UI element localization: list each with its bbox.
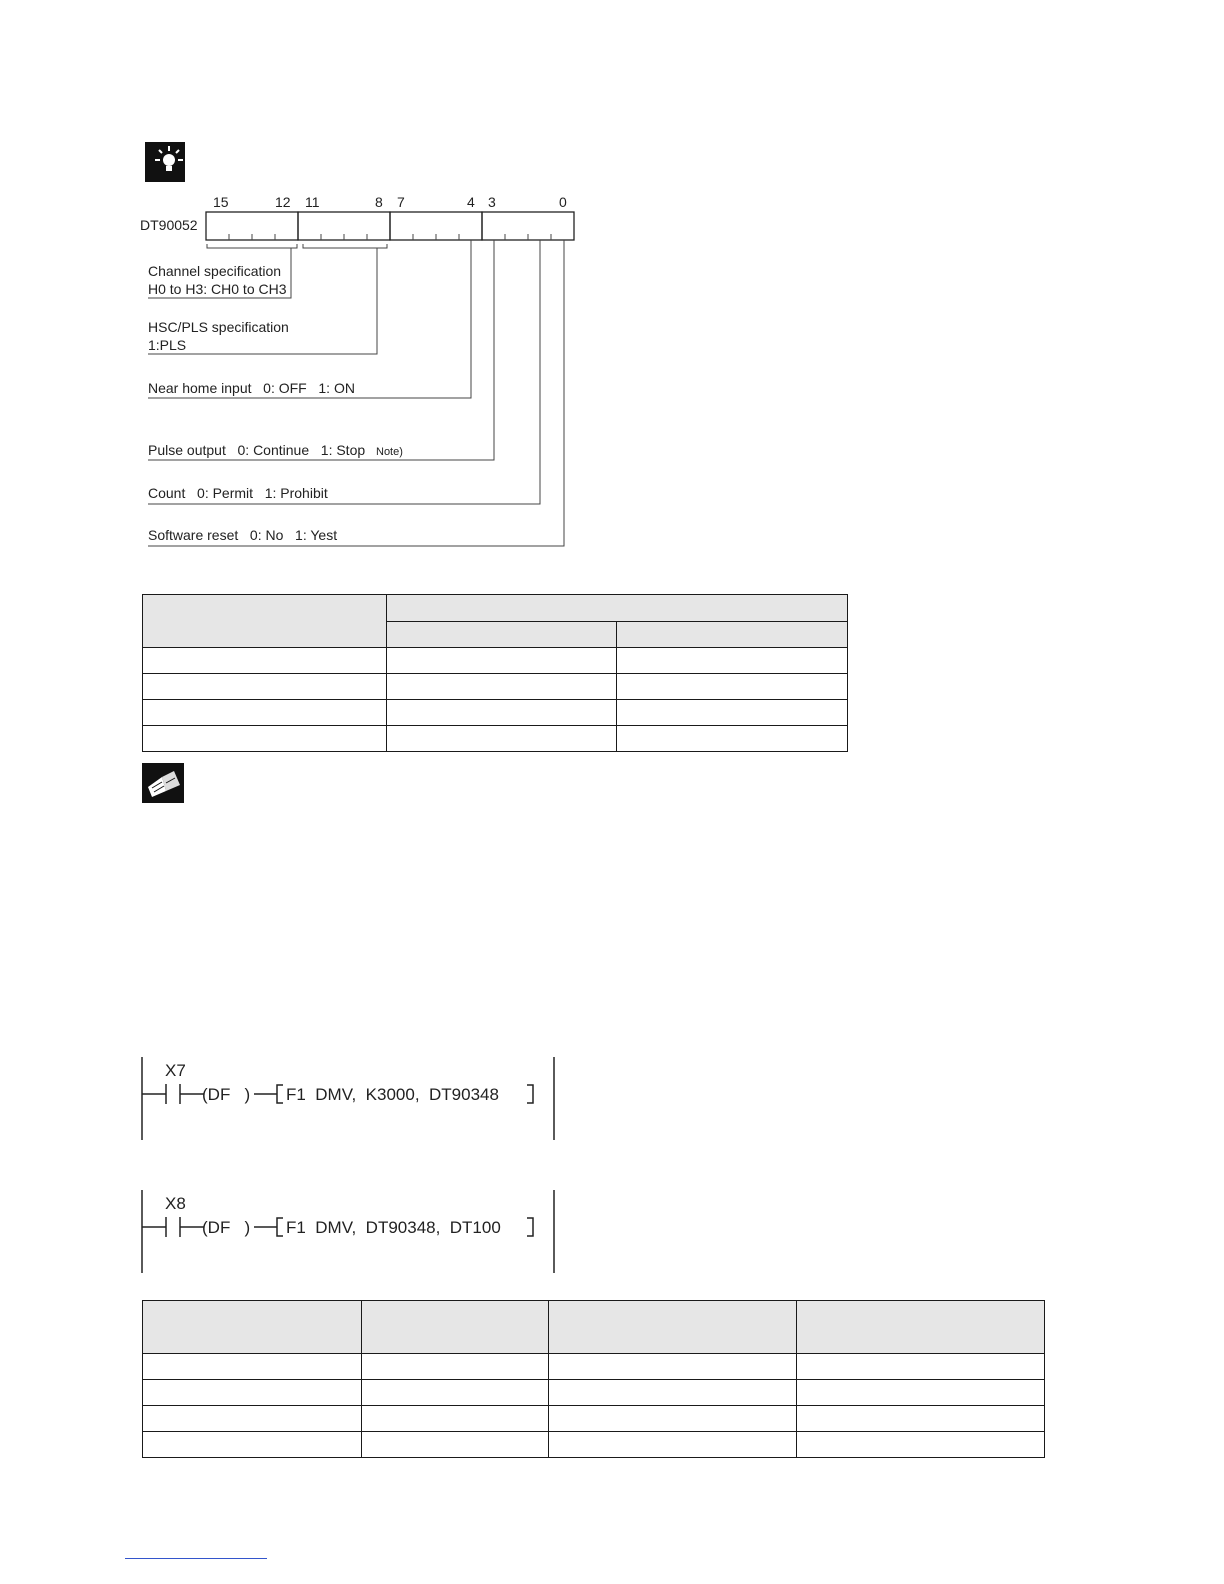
table-header-row [143, 1301, 1045, 1354]
dmv-instruction: F1 DMV, K3000, DT90348 [286, 1085, 499, 1104]
table-cell [143, 726, 387, 752]
table-row [143, 726, 848, 752]
table-cell [549, 1406, 797, 1432]
table-header-cell [617, 622, 848, 648]
table-cell [797, 1432, 1045, 1458]
bit-label: 15 [213, 194, 229, 210]
table-cell [362, 1380, 549, 1406]
channel-spec-label: Channel specification [148, 263, 282, 279]
table-header-cell [387, 622, 617, 648]
table-cell [387, 700, 617, 726]
table-cell [617, 674, 848, 700]
table-cell [617, 700, 848, 726]
bit-label: 3 [488, 194, 496, 210]
table-cell [797, 1354, 1045, 1380]
bit-label: 12 [275, 194, 291, 210]
table-row [143, 1432, 1045, 1458]
table-header-row [143, 595, 848, 622]
pulse-output-label: Pulse output 0: Continue 1: Stop [148, 442, 366, 458]
ladder-diagram-2 [130, 1185, 570, 1277]
bit-label: 4 [467, 194, 475, 210]
df-instruction: (DF ) [202, 1218, 251, 1237]
table-row [143, 674, 848, 700]
software-reset-label: Software reset 0: No 1: Yest [148, 527, 338, 543]
table-cell [143, 648, 387, 674]
table-header-cell [362, 1301, 549, 1354]
count-label: Count 0: Permit 1: Prohibit [148, 485, 328, 501]
table-header-cell [143, 595, 387, 648]
table-row [143, 1406, 1045, 1432]
near-home-input-label: Near home input 0: OFF 1: ON [148, 380, 355, 396]
table-cell [617, 648, 848, 674]
open-book-icon [142, 763, 184, 803]
table-row [143, 1354, 1045, 1380]
table-cell [387, 648, 617, 674]
table-header-cell [387, 595, 848, 622]
table-cell [549, 1432, 797, 1458]
bit-label: 0 [559, 194, 567, 210]
contact-label: X7 [165, 1061, 186, 1080]
table-cell [387, 726, 617, 752]
channel-spec-values: H0 to H3: CH0 to CH3 [148, 281, 287, 297]
table-cell [797, 1380, 1045, 1406]
table-cell [362, 1406, 549, 1432]
hsc-pls-spec-label: HSC/PLS specification [148, 319, 289, 335]
bit-label: 7 [397, 194, 405, 210]
dmv-instruction: F1 DMV, DT90348, DT100 [286, 1218, 501, 1237]
ladder-diagram-1 [130, 1052, 570, 1144]
table-cell [549, 1380, 797, 1406]
contact-label: X8 [165, 1194, 186, 1213]
table-row [143, 1380, 1045, 1406]
hsc-pls-spec-values: 1:PLS [148, 337, 187, 353]
footnote-separator [125, 1558, 267, 1559]
table-cell [143, 1354, 362, 1380]
table-cell [143, 700, 387, 726]
table-cell [617, 726, 848, 752]
pulse-output-note: Note) [376, 446, 403, 458]
table-1 [142, 594, 848, 752]
table-2 [142, 1300, 1045, 1458]
register-bit-diagram [0, 0, 620, 560]
bit-label: 8 [375, 194, 383, 210]
table-cell [797, 1406, 1045, 1432]
table-row [143, 700, 848, 726]
table-header-cell [143, 1301, 362, 1354]
table-cell [143, 1406, 362, 1432]
table-row [143, 648, 848, 674]
register-name: DT90052 [140, 217, 198, 233]
table-cell [549, 1354, 797, 1380]
bit-label: 11 [305, 194, 320, 210]
table-cell [143, 1432, 362, 1458]
table-header-cell [549, 1301, 797, 1354]
table-header-cell [797, 1301, 1045, 1354]
table-cell [143, 1380, 362, 1406]
table-cell [362, 1354, 549, 1380]
table-cell [362, 1432, 549, 1458]
table-cell [143, 674, 387, 700]
df-instruction: (DF ) [202, 1085, 251, 1104]
table-cell [387, 674, 617, 700]
